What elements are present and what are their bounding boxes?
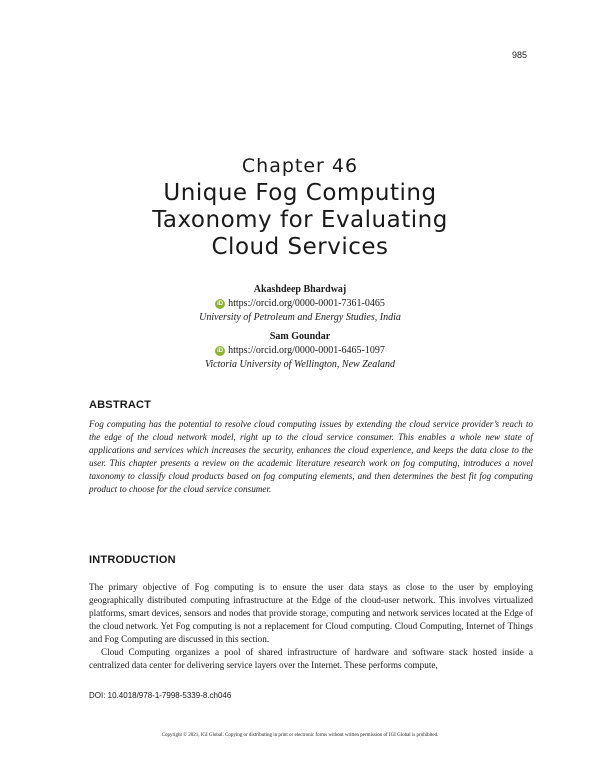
- chapter-label: Chapter 46: [241, 155, 359, 177]
- author-list: [0, 283, 600, 372]
- doi-line: DOI: 10.4018/978-1-7998-5339-8.ch046: [89, 691, 232, 700]
- copyright-notice: Copyright © 2021, IGI Global. Copying or distributing in print or electronic forms without written permission of IGI Global is prohibited.: [161, 733, 439, 738]
- author-block: [0, 283, 600, 325]
- chapter-title-line: Unique Fog Computing: [163, 180, 437, 206]
- author-block: [0, 330, 600, 372]
- introduction-heading: INTRODUCTION: [89, 554, 176, 566]
- orcid-link[interactable]: https://orcid.org/0000-0001-6465-1097: [228, 345, 385, 356]
- orcid-line: [0, 297, 600, 311]
- orcid-line: [0, 344, 600, 358]
- abstract-heading: ABSTRACT: [89, 399, 152, 411]
- body-paragraph: The primary objective of Fog computing is to ensure the user data stays as close to the user by employing geographically distributed computing infrastructure at the Edge of the cloud-user network. This involves virtualized platforms, smart devices, sensors and nodes that provide storage, computing and network services located at the Edge of the cloud network. Yet Fog computing is not a replacement for Cloud computing. Cloud Computing, Internet of Things and Fog Computing are discussed in this section.: [89, 582, 533, 644]
- orcid-icon: iD: [217, 348, 224, 354]
- author-affiliation: Victoria University of Wellington, New Zealand: [205, 359, 395, 370]
- body-paragraph: Cloud Computing organizes a pool of shared infrastructure of hardware and software stack hosted inside a centralized data center for delivering service layers over the Internet. These performs compute,: [89, 647, 533, 670]
- chapter-title: [100, 180, 500, 261]
- introduction-body: [89, 581, 533, 672]
- chapter-title-line: Cloud Services: [211, 234, 389, 260]
- orcid-icon: iD: [217, 301, 224, 307]
- chapter-title-line: Taxonomy for Evaluating: [152, 207, 448, 233]
- orcid-link[interactable]: https://orcid.org/0000-0001-7361-0465: [228, 298, 385, 309]
- author-name: Sam Goundar: [269, 331, 331, 342]
- page-number: 985: [511, 50, 527, 60]
- author-affiliation: University of Petroleum and Energy Studies, India: [199, 312, 401, 323]
- author-name: Akashdeep Bhardwaj: [253, 284, 347, 295]
- abstract-text: Fog computing has the potential to resolve cloud computing issues by extending the cloud service provider’s reach to the edge of the cloud network model, right up to the cloud service consumer. This enables a whole new state of applications and services which increases the security, enhances the cloud experience, and keeps the data close to the user. This chapter presents a review on the academic literature research work on fog computing, introduces a novel taxonomy to classify cloud products based on fog computing elements, and then determines the best fit fog computing product to choose for the cloud service consumer.: [89, 419, 533, 494]
